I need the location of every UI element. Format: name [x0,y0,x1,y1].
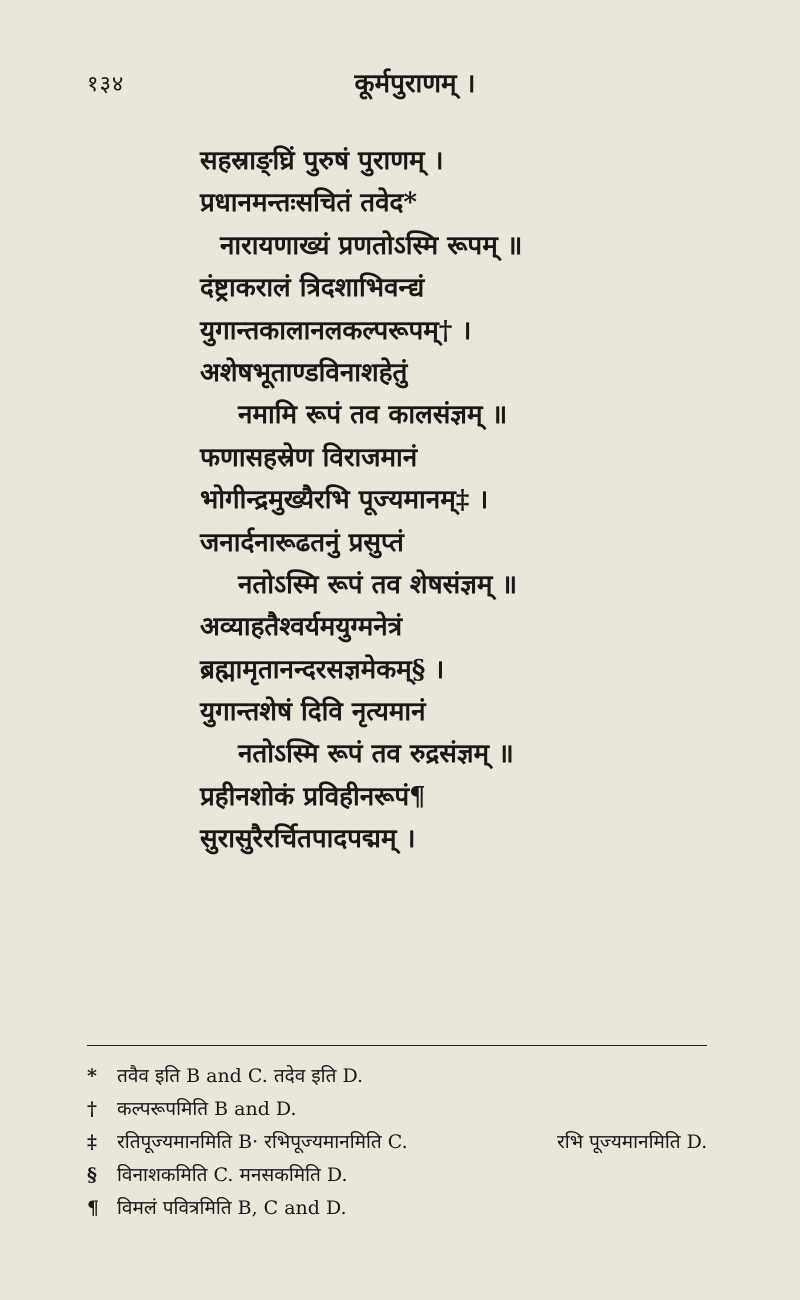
verse-line: सहस्राङ्घ्रिं पुरुषं पुराणम् । [200,146,444,176]
footnote [87,1093,727,1126]
footnote-variant: रभि पूज्यमानमिति D. [557,1131,708,1153]
page-number: १३४ [87,72,125,97]
footnote-text: विनाशकमिति C. मनसकमिति D. [117,1164,348,1186]
verse-line: नतोऽस्मि रूपं तव शेषसंज्ञम् ॥ [238,569,518,600]
footnotes [87,1060,727,1225]
footnote [87,1060,727,1093]
running-title: कूर्मपुराणम् । [354,69,476,99]
footnote [87,1126,727,1159]
footnote-divider [87,1045,707,1046]
verse-line: अशेषभूताण्डविनाशहेतुं [200,357,408,388]
verse-line: युगान्तकालानलकल्परूपम्† । [200,315,472,346]
verse-line: सुरासुरैरर्चितपादपद्मम् । [200,824,416,855]
verse-line: नतोऽस्मि रूपं तव रुद्रसंज्ञम् ॥ [238,739,514,770]
verse-line: प्रहीनशोकं प्रविहीनरूपं¶ [200,781,426,812]
footnote-text: कल्परूपमिति B and D. [117,1098,297,1120]
verse-line: अव्याहतैश्वर्यमयुग्मनेत्रं [200,612,403,643]
verse-line: युगान्तशेषं दिवि नृत्यमानं [200,697,426,728]
footnote-mark: ¶ [87,1197,100,1219]
footnote-mark: * [87,1065,97,1087]
footnote-text: रतिपूज्यमानमिति B· रभिपूज्यमानमिति C. [117,1131,408,1153]
verse-line: नमामि रूपं तव कालसंज्ञम् ॥ [238,400,508,431]
verse-block [200,140,660,861]
footnote [87,1159,727,1192]
footnote-text: तवैव इति B and C. तदेव इति D. [117,1065,364,1087]
footnote-mark: † [87,1098,97,1120]
footnote-mark: § [87,1164,97,1186]
verse-line: जनार्दनारूढतनुं प्रसुप्तं [200,527,404,558]
verse-line: नारायणाख्यं प्रणतोऽस्मि रूपम् ॥ [220,230,523,261]
footnote-text: विमलं पवित्रमिति B, C and D. [117,1197,347,1219]
footnote [87,1192,727,1225]
page-header [0,62,800,102]
verse-line: भोगीन्द्रमुख्यैरभि पूज्यमानम्‡ । [200,485,489,516]
footnote-mark: ‡ [87,1131,97,1153]
verse-line: फणासहस्रेण विराजमानं [200,442,418,473]
verse-line: प्रधानमन्तःसचितं तवेद* [200,188,417,219]
verse-line: दंष्ट्राकरालं त्रिदशाभिवन्द्यं [200,273,425,304]
verse-line: ब्रह्मामृतानन्दरसज्ञमेकम्§ । [200,654,445,685]
